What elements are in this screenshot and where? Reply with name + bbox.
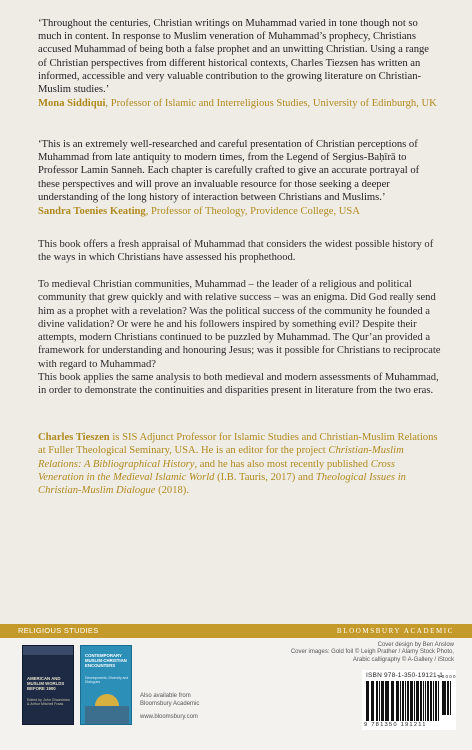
barcode-bar bbox=[388, 681, 389, 721]
book-title: AMERICAN AND MUSLIM WORLDS BEFORE 1900 bbox=[27, 676, 65, 691]
book-cover-strip bbox=[23, 646, 73, 655]
addon-number: 9 0 0 0 0 bbox=[438, 674, 456, 679]
endorsement-quote: ‘This is an extremely well-researched and careful presentation of Christian perceptions of Muhammad from late antiquity to modern times, from the Legend of Sergius-Baḥīrā to Professor Lamin Sanneh. Each chapter is carefully crafted to give an accurate portrayal of these perspectives and will prove an invaluable resource for those seeking a deeper understanding of the long history of interaction between Christians and Muslims.’ bbox=[38, 139, 420, 203]
bio-title: Theological Issues in Christian-Muslim Dialogue bbox=[38, 471, 406, 497]
endorsement-attribution bbox=[38, 97, 438, 110]
book-thumbnail-1 bbox=[22, 645, 74, 725]
barcode-bar bbox=[368, 681, 369, 721]
subject-label: RELIGIOUS STUDIES bbox=[18, 626, 99, 635]
endorser-role: , Professor of Islamic and Interreligious Studies, University of Edinburgh, UK bbox=[105, 98, 437, 110]
blurb-paragraph-1: This book offers a fresh appraisal of Muhammad that considers the widest possible history of the ways in which Christians have assessed his prophethood. bbox=[38, 239, 434, 264]
barcode-bar bbox=[393, 681, 394, 721]
barcode-number: 9 781350 191211 bbox=[364, 722, 427, 728]
barcode bbox=[366, 681, 440, 721]
credit-line: Cover design by Ben Anslow bbox=[377, 642, 454, 648]
also-line: Bloomsbury Academic bbox=[140, 700, 200, 707]
barcode-bar bbox=[421, 681, 422, 721]
barcode-bar bbox=[438, 681, 439, 721]
also-available bbox=[140, 693, 199, 708]
subject-band bbox=[0, 624, 472, 638]
endorsement-attribution bbox=[38, 205, 438, 218]
barcode-bar bbox=[417, 681, 418, 721]
barcode-addon bbox=[442, 681, 454, 715]
book-title: CONTEMPORARY MUSLIM-CHRISTIAN ENCOUNTERS bbox=[85, 653, 127, 668]
bio-title: Cross Veneration in the Medieval Islamic World bbox=[38, 458, 396, 483]
endorser-role: , Professor of Theology, Providence College, USA bbox=[145, 206, 360, 218]
endorsement-2 bbox=[38, 138, 438, 218]
endorsement-1 bbox=[38, 17, 438, 110]
book-authors: Edited by John Ghazvinian & Arthur Mitchell Fraas bbox=[27, 698, 70, 707]
bio-text: (I.B. Tauris, 2017) and bbox=[214, 471, 316, 483]
credit-line: Cover images: Gold foil © Leigh Prather / Alamy Stock Photo, bbox=[290, 649, 454, 656]
barcode-bar bbox=[373, 681, 374, 721]
blurb-paragraph-2: To medieval Christian communities, Muhammad – the leader of a religious and political community that grew quickly and with relative success – was an enigma. Did God really send him as a prophet with a revelation? Was the political success of the community he founded a divine validation? Or were he and his followers inspired by something evil? Despite their attempts, modern Christians continued to be puzzled by Muhammad. The Qur’an provided a framework for understanding and honouring Jesus; was it possible for Christians to reciprocate with regard to Muhammad? bbox=[38, 279, 441, 370]
barcode-bar bbox=[411, 681, 412, 721]
barcode-bar bbox=[450, 681, 451, 715]
blurb-paragraph-3: This book applies the same analysis to both medieval and modern assessments of Muhammad, in order to demonstrate the continuities and disparities present in literature from the two eras. bbox=[38, 372, 439, 397]
publisher-label: BLOOMSBURY ACADEMIC bbox=[336, 626, 454, 635]
endorser-name: Sandra Toenies Keating bbox=[38, 206, 146, 218]
bio-title: Christian-Muslim Relations: A Bibliographical History bbox=[38, 445, 404, 470]
bio-text: , and he has also most recently published bbox=[194, 458, 371, 470]
endorser-name: Mona Siddiqui bbox=[38, 98, 106, 110]
isbn-label: ISBN 978-1-350-19121-1 bbox=[366, 672, 444, 679]
building-image bbox=[85, 706, 129, 725]
publisher-url: www.bloomsbury.com bbox=[140, 714, 198, 720]
bio-text: is SIS Adjunct Professor for Islamic Studies and Christian-Muslim Relations at Fuller Theological Seminary, USA. He is an editor for the project bbox=[38, 432, 438, 457]
credit-line: Arabic calligraphy © A-Gallery / iStock bbox=[352, 656, 454, 663]
author-name: Charles Tieszen bbox=[38, 432, 110, 443]
also-line: Also available from bbox=[140, 693, 191, 699]
author-bio bbox=[38, 431, 442, 497]
book-thumbnail-2 bbox=[80, 645, 132, 725]
endorsement-quote: ‘Throughout the centuries, Christian writings on Muhammad varied in tone though not so much in content. In response to Muslim veneration of Muhammad’s prophecy, Christians accused Muhammad of being both a false prophet and an unwitting Christian. Using a range of Christian perspectives from different historical contexts, Charles Tiezsen has written an informed, accessible and very valuable contribution to the growing literature on Christian-Muslim studies.’ bbox=[38, 18, 429, 96]
bio-text: (2018). bbox=[155, 485, 189, 497]
cover-credits bbox=[244, 642, 454, 664]
book-subtitle: Developments, Diversity and Dialogues bbox=[85, 676, 129, 684]
